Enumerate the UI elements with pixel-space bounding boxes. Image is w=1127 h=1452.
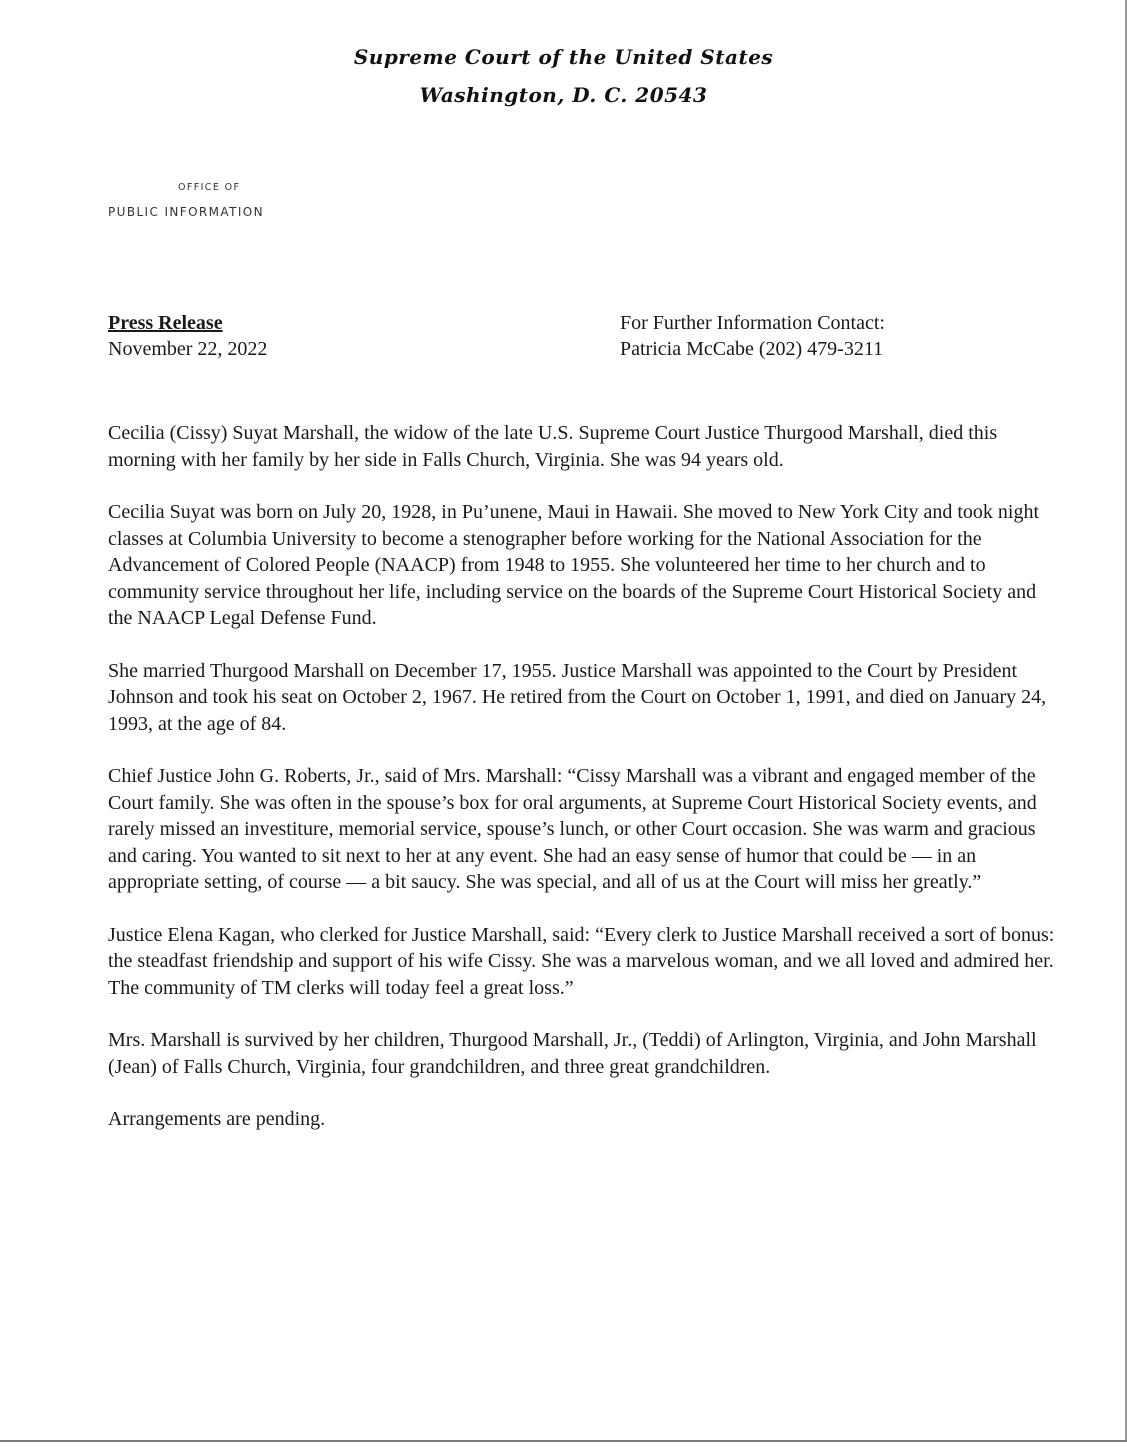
public-information-label: PUBLIC INFORMATION <box>108 205 264 219</box>
press-release-label: Press Release <box>108 312 223 334</box>
paragraph-kagan-statement: Justice Elena Kagan, who clerked for Justice Marshall, said: “Every clerk to Justice Marshall received a sort of bonus: the steadfast friendship and support of his wife Cissy. She was a marvelous woman, and we all loved and admired her. The community of TM clerks will today feel a great loss.” <box>108 923 1055 999</box>
contact-info <box>620 310 885 362</box>
letterhead <box>0 38 1127 114</box>
paragraph-marriage: She married Thurgood Marshall on December 17, 1955. Justice Marshall was appointed to the Court by President Johnson and took his seat on October 2, 1967. He retired from the Court on October 1, 1991, and died on January 24, 1993, at the age of 84. <box>108 659 1047 735</box>
paragraph-announcement: Cecilia (Cissy) Suyat Marshall, the widow of the late U.S. Supreme Court Justice Thurgood Marshall, died this morning with her family by her side in Falls Church, Virginia. She was 94 years old. <box>108 422 998 471</box>
paragraph-roberts-statement: Chief Justice John G. Roberts, Jr., said of Mrs. Marshall: “Cissy Marshall was a vibrant and engaged member of the Court family. She was often in the spouse’s box for oral arguments, at Supreme Court Historical Society events, and rarely missed an investiture, memorial service, spouse’s lunch, or other Court occasion. She was warm and gracious and caring. You wanted to sit next to her at any event. She had an easy sense of humor that could be — in an appropriate setting, of course — a bit saucy. She was special, and all of us at the Court will miss her greatly.” <box>108 765 1037 893</box>
letterhead-court-name: Supreme Court of the United States <box>353 45 774 69</box>
contact-label: For Further Information Contact: <box>620 312 885 334</box>
paragraph-arrangements: Arrangements are pending. <box>108 1108 326 1130</box>
office-heading <box>108 176 264 224</box>
release-info <box>108 310 267 362</box>
office-of-label: OFFICE OF <box>178 182 241 193</box>
release-date: November 22, 2022 <box>108 338 268 360</box>
page-bottom-edge <box>0 1440 1127 1452</box>
paragraph-survivors: Mrs. Marshall is survived by her children, Thurgood Marshall, Jr., (Teddi) of Arlington, Virginia, and John Marshall (Jean) of Falls Church, Virginia, four grandchildren, and three great grandchildren. <box>108 1029 1037 1078</box>
paragraph-biography: Cecilia Suyat was born on July 20, 1928, in Pu’unene, Maui in Hawaii. She moved to New York City and took night classes at Columbia University to become a stenographer before working for the National Association for the Advancement of Colored People (NAACP) from 1948 to 1955. She volunteered her time to her church and to community service throughout her life, including service on the boards of the Supreme Court Historical Society and the NAACP Legal Defense Fund. <box>108 501 1040 629</box>
letterhead-address: Washington, D. C. 20543 <box>419 83 708 107</box>
release-body <box>108 420 1058 1159</box>
contact-name-phone: Patricia McCabe (202) 479-3211 <box>620 338 884 360</box>
